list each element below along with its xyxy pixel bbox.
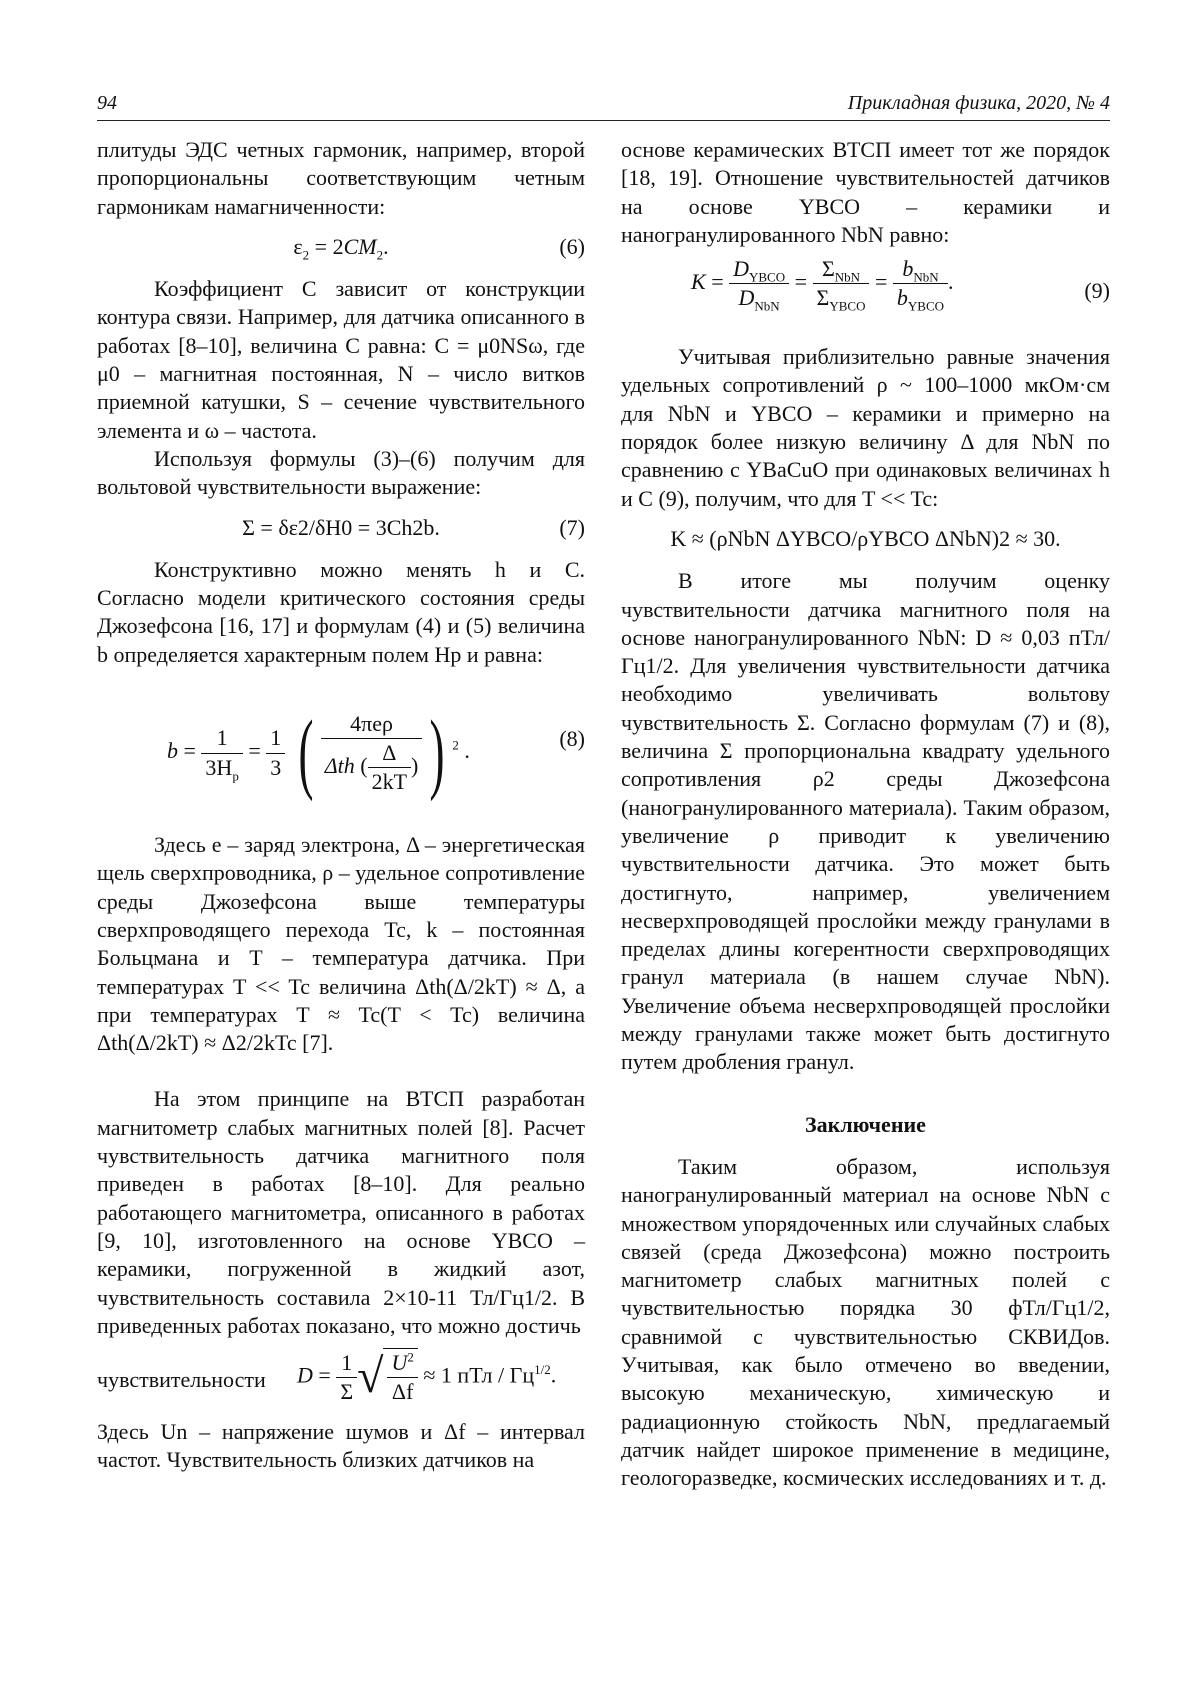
- paragraph: В итоге мы получим оценку чувствительности датчика магнитного поля на основе наногранулированного NbN: D ≈ 0,03 пТл/Гц1/2. Для увеличения чувствительности датчика необходимо увеличивать вольтову чувствительность Σ. Согласно формулам (7) и (8), величина Σ пропорциональна квадрату удельного сопротивления ρ2 среды Джозефсона (наногранулированного материала). Таким образом, увеличение ρ приводит к увеличению чувствительности датчика. Это может быть достигнуто, например, увеличением несверхпроводящей прослойки между гранулами в пределах длины когерентности сверхпроводящих гранул материала (в нашем случае NbN). Увеличение объема несверхпроводящей прослойки между гранулами также может быть достигнуто путем дробления гранул.: [621, 568, 1110, 1075]
- left-column: [97, 136, 585, 1475]
- equation-9: K = $\frac{D_{YBCO}}{D_{NbN}}$ = $\frac{\Sigma_{NbN}}{\Sigma_{YBCO}}$ = $\frac{b_{NbN}}{b_{YBCO}}$ . (9): [691, 256, 1110, 314]
- paragraph: На этом принципе на ВТСП разработан магнитометр слабых магнитных полей [8]. Расчет чувствительность датчика магнитного поля приведен в работах [8–10]. Для реально работающего магнитометра, описанного в работах [9, 10], изготовленного на основе YBCO – керамики, погруженной в жидкий азот, чувствительность составила 2×10-11 Тл/Гц1/2. В приведенных работах показано, что можно достичь: [97, 1086, 585, 1338]
- paragraph: основе керамических ВТСП имеет тот же порядок [18, 19]. Отношение чувствительностей датчиков на основе YBCO – керамики и наногранулированного NbN равно:: [621, 137, 1110, 247]
- page-number: 94: [97, 92, 117, 114]
- paragraph: Здесь Un – напряжение шумов и Δf – интервал частот. Чувствительность близких датчиков на: [97, 1419, 585, 1473]
- paragraph: Таким образом, используя наногранулированный материал на основе NbN с множеством упорядоченных или случайных слабых связей (среда Джозефсона) можно построить магнитометр слабых магнитных полей с чувствительностью порядка 30 фТл/Гц1/2, сравнимой с чувствительностью СКВИДов. Учитывая, как было отмечено во введении, высокую механическую, химическую и радиационную стойкость NbN, предлагаемый датчик найдет широкое применение в медицине, геологоразведке, космических исследованиях и т. д.: [621, 1153, 1110, 1491]
- right-column: [621, 136, 1110, 1492]
- equation-number: (9): [1084, 278, 1110, 304]
- equation-10: K ≈ (ρNbN ΔYBCO/ρYBCO ΔNbN)2 ≈ 30.: [670, 525, 1061, 551]
- section-heading: Заключение: [805, 1111, 926, 1137]
- paragraph: Здесь e – заряд электрона, Δ – энергетическая щель сверхпроводника, ρ – удельное сопротивление среды Джозефсона выше температуры сверхпроводящего перехода Tc, k – постоянная Больцмана и T – температура датчика. При температурах T << Tc величина Δth(Δ/2kT) ≈ Δ, а при температурах T ≈ Tc(T < Tc) величина Δth(Δ/2kT) ≈ Δ2/2kTc [7].: [97, 832, 585, 1056]
- paragraph: Коэффициент C зависит от конструкции контура связи. Например, для датчика описанного в работах [8–10], величина C равна: C = μ0NSω, где μ0 – магнитная постоянная, N – число витков приемной катушки, S – сечение чувствительного элемента и ω – частота.: [97, 276, 585, 443]
- paragraph: Используя формулы (3)–(6) получим для вольтовой чувствительности выражение:: [97, 445, 585, 500]
- paragraph: Конструктивно можно менять h и C. Согласно модели критического состояния среды Джозефсона [16, 17] и формулам (4) и (5) величина b определяется характерным полем Hp и равна:: [97, 556, 585, 667]
- paragraph: Учитывая приблизительно равные значения удельных сопротивлений ρ ~ 100–1000 мкОм·см для NbN и YBCO – керамики и примерно на порядок более низкую величину Δ для NbN по сравнению с YBaCuO при одинаковых величинах h и C (9), получим, что для T << Tc:: [621, 344, 1110, 511]
- equation-6: $\varepsilon_2 = 2CM_2$. (6): [293, 233, 585, 263]
- equation-sensitivity: чувствительности D = $\frac{1}{\Sigma}$ √ $\frac{U^2}{\Delta f}$ ≈ 1 пТл / $Гц^{1/2}$.: [97, 1344, 585, 1414]
- equation-7: Σ = δε2/δH0 = 3Ch2b. (7): [97, 514, 585, 542]
- equation-number: (8): [559, 726, 585, 752]
- equation-8: b = $\frac{1}{3H_p}$ = $\frac{1}{3}$ ( 4πeρ Δth ( $\frac{\Delta}{2kT}$ ) ) $^2$ . (8): [167, 703, 585, 803]
- equation-number: (6): [559, 233, 585, 259]
- journal-title: Прикладная физика, 2020, № 4: [847, 92, 1110, 114]
- paragraph: плитуды ЭДС четных гармоник, например, второй пропорциональны соответствующим четным гармоникам намагниченности:: [97, 137, 585, 219]
- equation-number: (7): [559, 514, 585, 540]
- page-header: [97, 86, 1110, 121]
